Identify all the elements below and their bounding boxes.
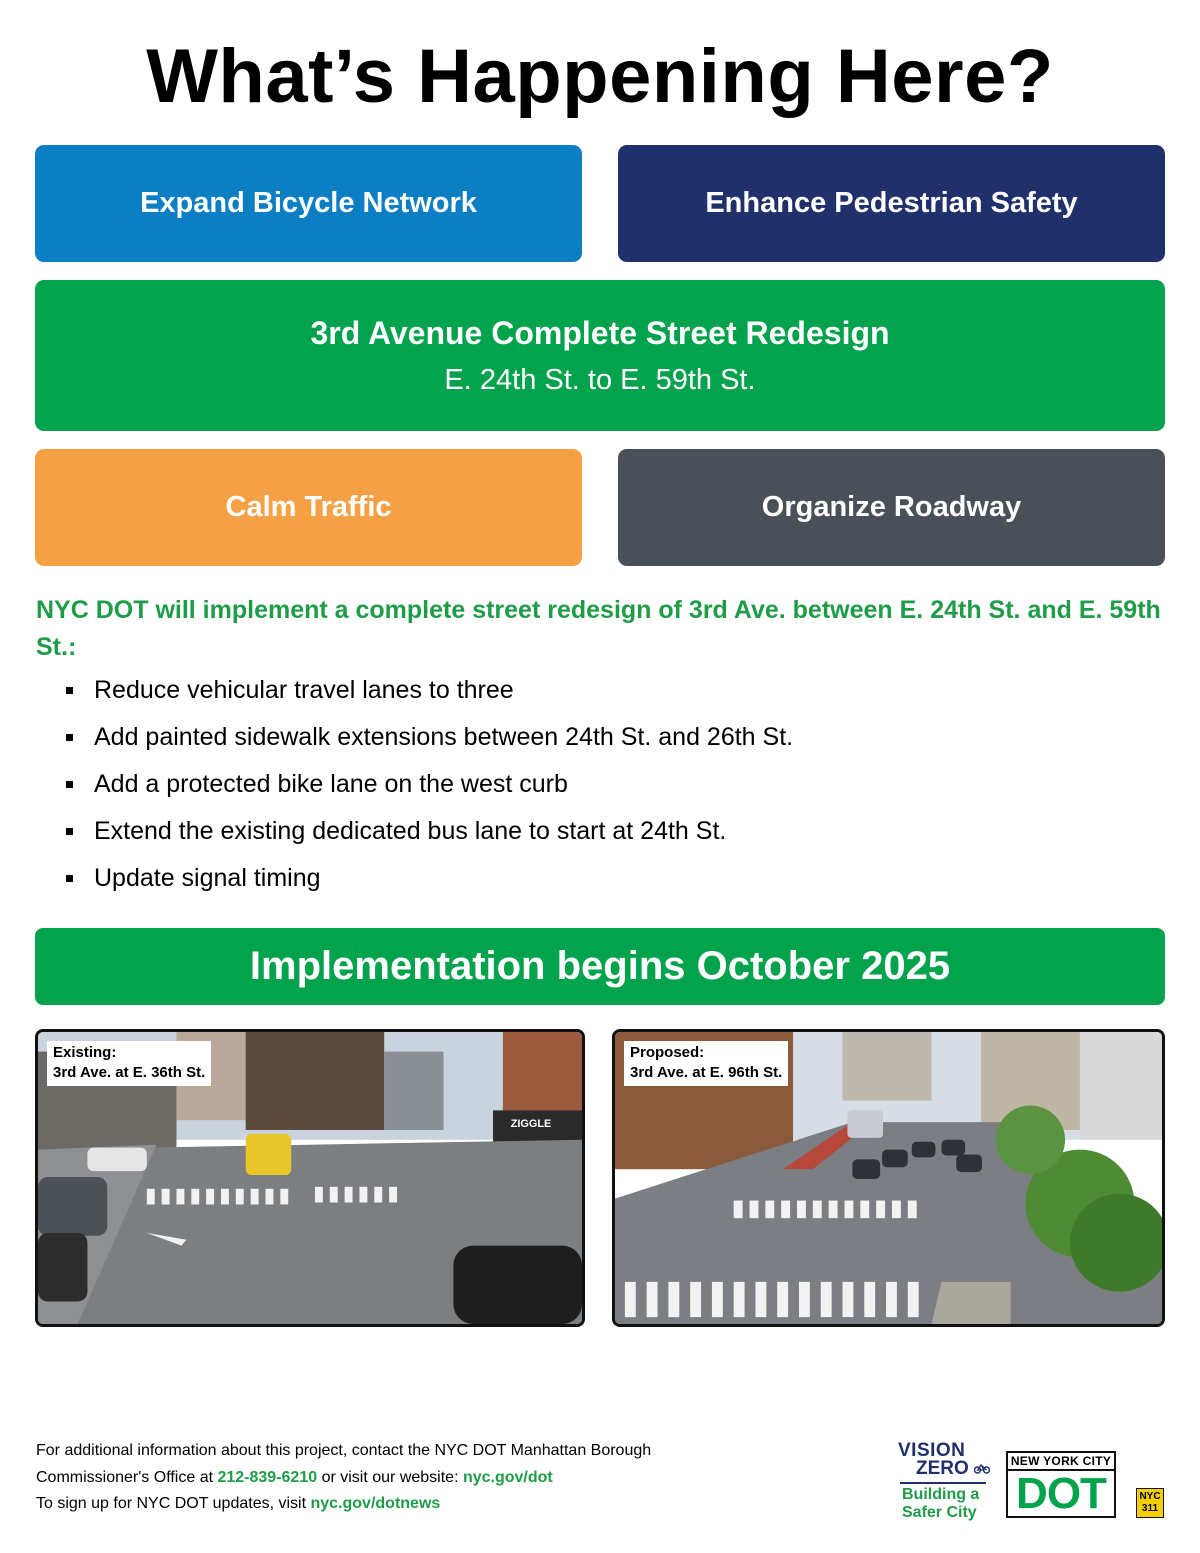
- existing-location: 3rd Ave. at E. 36th St.: [53, 1064, 206, 1081]
- proposed-caption: [624, 1041, 788, 1086]
- footer-line-3: To sign up for NYC DOT updates, visit nyc.gov/dotnews: [36, 1495, 441, 1512]
- bicycle-icon: [974, 1462, 990, 1474]
- existing-street-photo: [35, 1029, 585, 1327]
- list-item: Update signal timing: [66, 860, 793, 907]
- implementation-banner: Implementation begins October 2025: [35, 928, 1165, 1005]
- intro-text: NYC DOT will implement a complete street redesign of 3rd Ave. between E. 24th St. and E. 59th St.:: [36, 596, 1161, 661]
- project-extent: E. 24th St. to E. 59th St.: [444, 363, 756, 396]
- existing-label: Existing:: [53, 1044, 117, 1061]
- proposed-street-photo: [612, 1029, 1165, 1327]
- tile-organize-roadway: Organize Roadway: [618, 449, 1165, 566]
- proposed-label: Proposed:: [630, 1044, 705, 1061]
- tile-project-title: [35, 280, 1165, 431]
- tile-enhance-pedestrian-safety: Enhance Pedestrian Safety: [618, 145, 1165, 262]
- phone-number: 212-839-6210: [217, 1468, 318, 1486]
- list-item: Add a protected bike lane on the west curb: [66, 766, 793, 813]
- list-item: Reduce vehicular travel lanes to three: [66, 672, 793, 719]
- storefront-sign-text: ZIGGLE: [510, 1118, 552, 1131]
- footer-line-2: Commissioner's Office at 212-839-6210 or visit our website: nyc.gov/dot: [36, 1468, 553, 1486]
- project-title: 3rd Avenue Complete Street Redesign: [310, 314, 890, 351]
- bullet-icon: [66, 828, 73, 835]
- footer-line-1: For additional information about this project, contact the NYC DOT Manhattan Borough: [36, 1442, 652, 1459]
- website-link[interactable]: nyc.gov/dot: [462, 1468, 553, 1486]
- dotnews-link[interactable]: nyc.gov/dotnews: [310, 1495, 441, 1512]
- tile-calm-traffic: Calm Traffic: [35, 449, 582, 566]
- bullet-list: [66, 672, 793, 907]
- bullet-icon: [66, 875, 73, 882]
- page-title: What’s Happening Here?: [146, 34, 1054, 119]
- list-item: Extend the existing dedicated bus lane to start at 24th St.: [66, 813, 793, 860]
- bullet-icon: [66, 687, 73, 694]
- list-item: Add painted sidewalk extensions between 24th St. and 26th St.: [66, 719, 793, 766]
- nyc-dot-logo: NEW YORK CITY DOT: [1006, 1451, 1116, 1518]
- tile-expand-bicycle-network: Expand Bicycle Network: [35, 145, 582, 262]
- vision-zero-logo: VISION ZERO Building a Safer City: [898, 1442, 998, 1522]
- bullet-icon: [66, 734, 73, 741]
- footer-contact: [36, 1438, 796, 1518]
- nyc-311-logo: NYC 311: [1136, 1488, 1164, 1518]
- proposed-location: 3rd Ave. at E. 96th St.: [630, 1064, 783, 1081]
- existing-caption: [47, 1041, 211, 1086]
- bullet-icon: [66, 781, 73, 788]
